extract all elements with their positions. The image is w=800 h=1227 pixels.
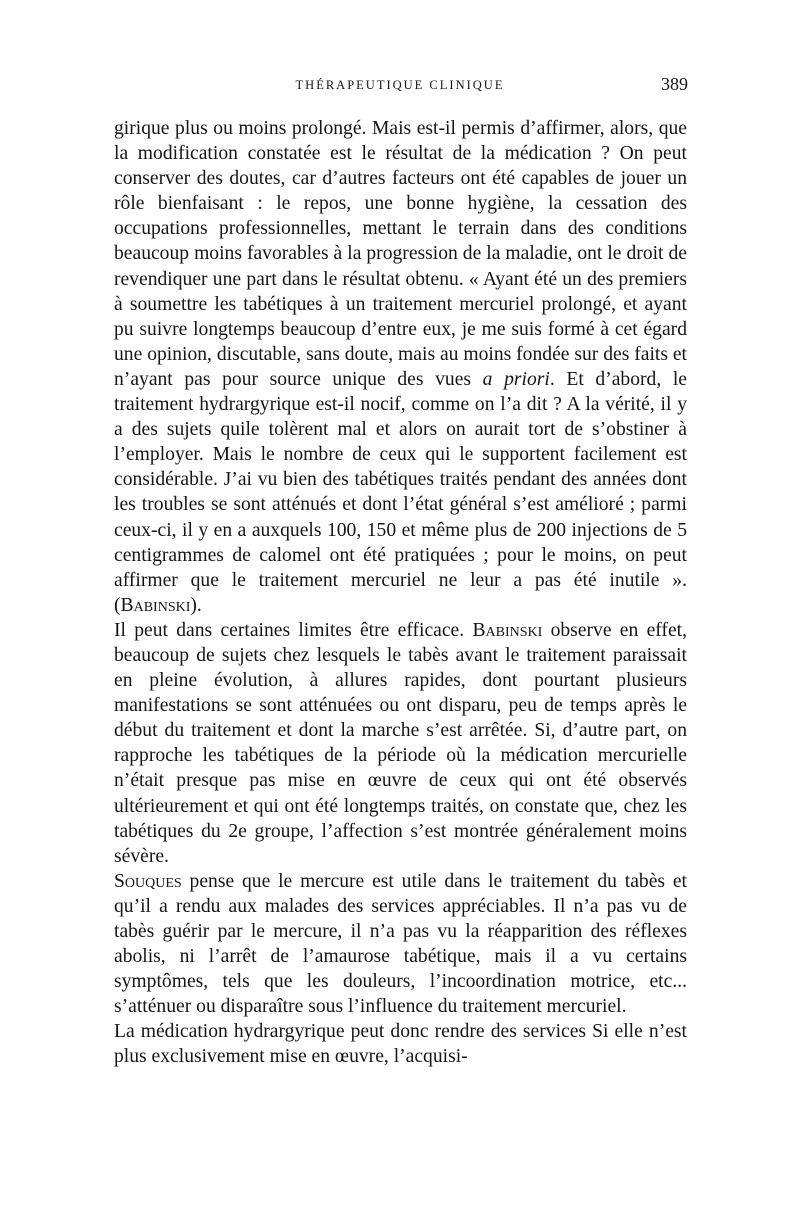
italic-phrase: a priori [482, 368, 550, 390]
author-name: Babinski [472, 619, 543, 641]
text-run: ). [190, 594, 202, 616]
paragraph-1 [114, 116, 687, 618]
page-header [0, 74, 800, 104]
paragraph-4 [114, 1019, 687, 1069]
running-title: THÉRAPEUTIQUE CLINIQUE [295, 78, 505, 92]
page-number: 389 [661, 74, 688, 94]
text-run: Il peut dans certaines limites être efficace. [114, 619, 473, 641]
text-run: . Et d’abord, le traitement hydrargyrique est-il nocif, comme on l’a dit ? A la vérité, il y a des sujets quile tolèrent mal et alors on aurait tort de s’obstiner à l’employer. Mais le nombre de ceux qui le supportent facilement est considérable. J’ai vu bien des tabétiques traités pendant des années dont les troubles se sont atténués et dont l’état général s’est amélioré ; parmi ceux-ci, il y en a auxquels 100, 150 et même plus de 200 injections de 5 centigrammes de calomel ont été pratiquées ; pour le moins, on peut affirmer que le traitement mercuriel ne leur a pas été inutile ». ( [114, 368, 687, 616]
paragraph-2 [114, 618, 687, 869]
author-name: Souques [114, 870, 182, 892]
paragraph-3 [114, 869, 687, 1020]
text-run: girique plus ou moins prolongé. Mais est-il permis d’affirmer, alors, que la modification constatée est le résultat de la médication ? On peut conserver des doutes, car d’autres facteurs ont été capables de jouer un rôle bienfaisant : le repos, une bonne hygiène, la cessation des occupations professionnelles, mettant le terrain dans des conditions beaucoup moins favorables à la progression de la maladie, ont le droit de revendiquer une part dans le résultat obtenu. « Ayant été un des premiers à soumettre les tabétiques à un traitement mercuriel prolongé, et ayant pu suivre longtemps beaucoup d’entre eux, je me suis formé à cet égard une opinion, discutable, sans doute, mais au moins fondée sur des faits et n’ayant pas pour source unique des vues [114, 118, 688, 390]
text-run: pense que le mercure est utile dans le traitement du tabès et qu’il a rendu aux malades des services appréciables. Il n’a pas vu de tabès guérir par le mercure, il n’a pas vu la réapparition des réflexes abolis, ni l’arrêt de l’amaurose tabétique, mais il a vu certains symptômes, tels que les douleurs, l’incoordination motrice, etc... s’atténuer ou disparaître sous l’influence du traitement mercuriel. [114, 870, 687, 1018]
body-text [114, 116, 687, 1070]
author-name: Babinski [120, 594, 191, 616]
text-run: La médication hydrargyrique peut donc rendre des services Si elle n’est plus exclusivement mise en œuvre, l’acquisi- [114, 1021, 687, 1068]
text-run: observe en effet, beaucoup de sujets chez lesquels le tabès avant le traitement paraissait en pleine évolution, à allures rapides, dont pourtant plusieurs manifestations se sont atténuées ou ont disparu, peu de temps après le début du traitement et dont la marche s’est arrêtée. Si, d’autre part, on rapproche les tabétiques de la période où la médication mercurielle n’était presque pas mise en œuvre de ceux qui ont été observés ultérieurement et qui ont été longtemps traités, on constate que, chez les tabétiques du 2e groupe, l’affection s’est montrée généralement moins sévère. [114, 619, 687, 867]
